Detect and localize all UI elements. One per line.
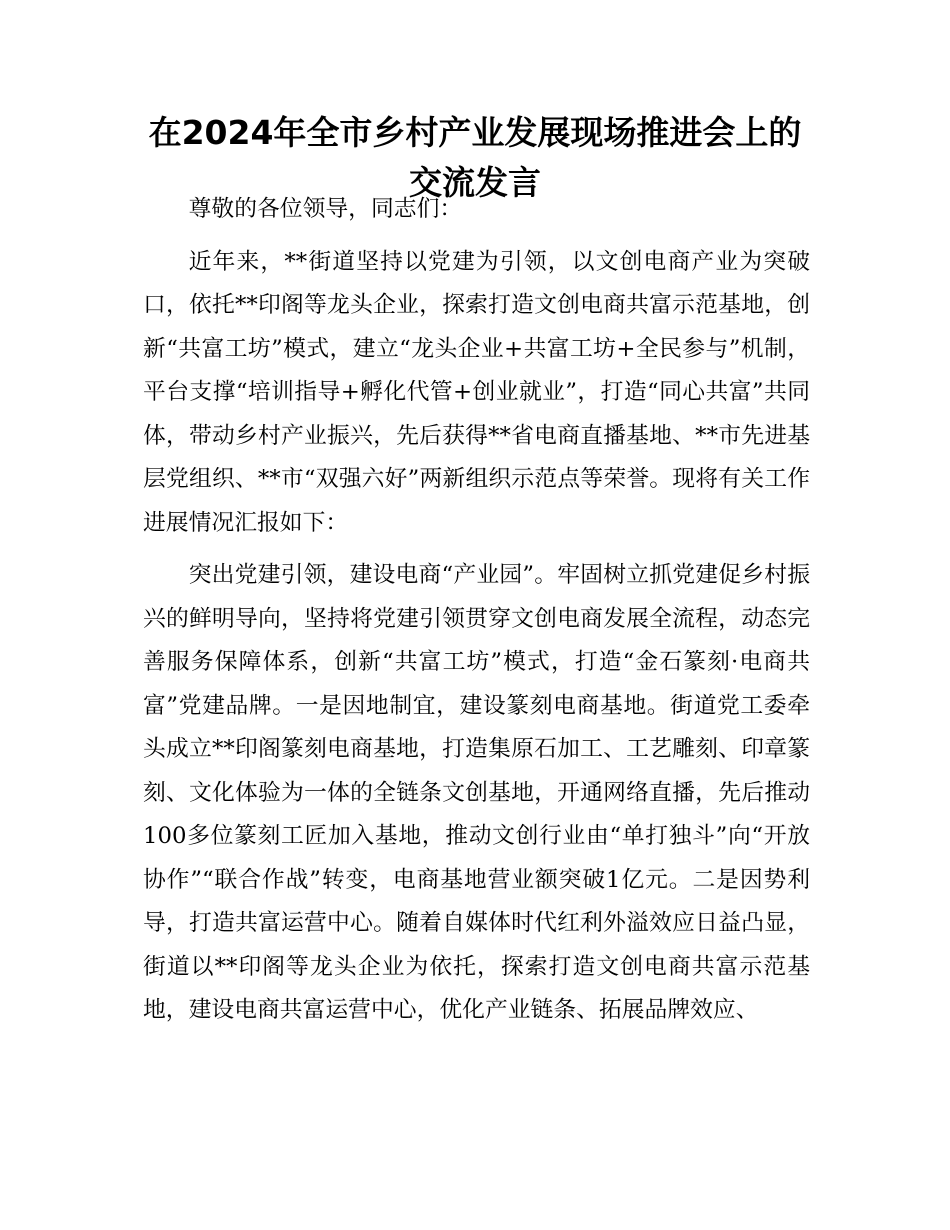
paragraph-intro: 近年来，**街道坚持以党建为引领，以文创电商产业为突破口，依托**印阁等龙头企业，探索打造文创电商共富示范基地，创新“共富工坊”模式，建立“龙头企业+共富工坊+全民参与”机制，平台支撑“培训指导+孵化代管+创业就业”，打造“同心共富”共同体，带动乡村产业振兴，先后获得**省电商直播基地、**市先进基层党组织、**市“双强六好”两新组织示范点等荣誉。现将有关工作进展情况汇报如下：: [143, 248, 810, 536]
paragraph-party-leadership: 突出党建引领，建设电商“产业园”。牢固树立抓党建促乡村振兴的鲜明导向，坚持将党建引领贯穿文创电商发展全流程，动态完善服务保障体系，创新“共富工坊”模式，打造“金石篆刻·电商共富”党建品牌。一是因地制宜，建设篆刻电商基地。街道党工委牵头成立**印阁篆刻电商基地，打造集原石加工、工艺雕刻、印章篆刻、文化体验为一体的全链条文创基地，开通网络直播，先后推动100多位篆刻工匠加入基地，推动文创行业由“单打独斗”向“开放协作”“联合作战”转变，电商基地营业额突破1亿元。二是因势利导，打造共富运营中心。随着自媒体时代红利外溢效应日益凸显，街道以**印阁等龙头企业为依托，探索打造文创电商共富示范基地，建设电商共富运营中心，优化产业链条、拓展品牌效应、: [143, 562, 810, 1023]
document-title: 在2024年全市乡村产业发展现场推进会上的交流发言: [148, 113, 802, 202]
document-body: [143, 188, 810, 1033]
greeting-line: 尊敬的各位领导，同志们：: [188, 196, 463, 222]
